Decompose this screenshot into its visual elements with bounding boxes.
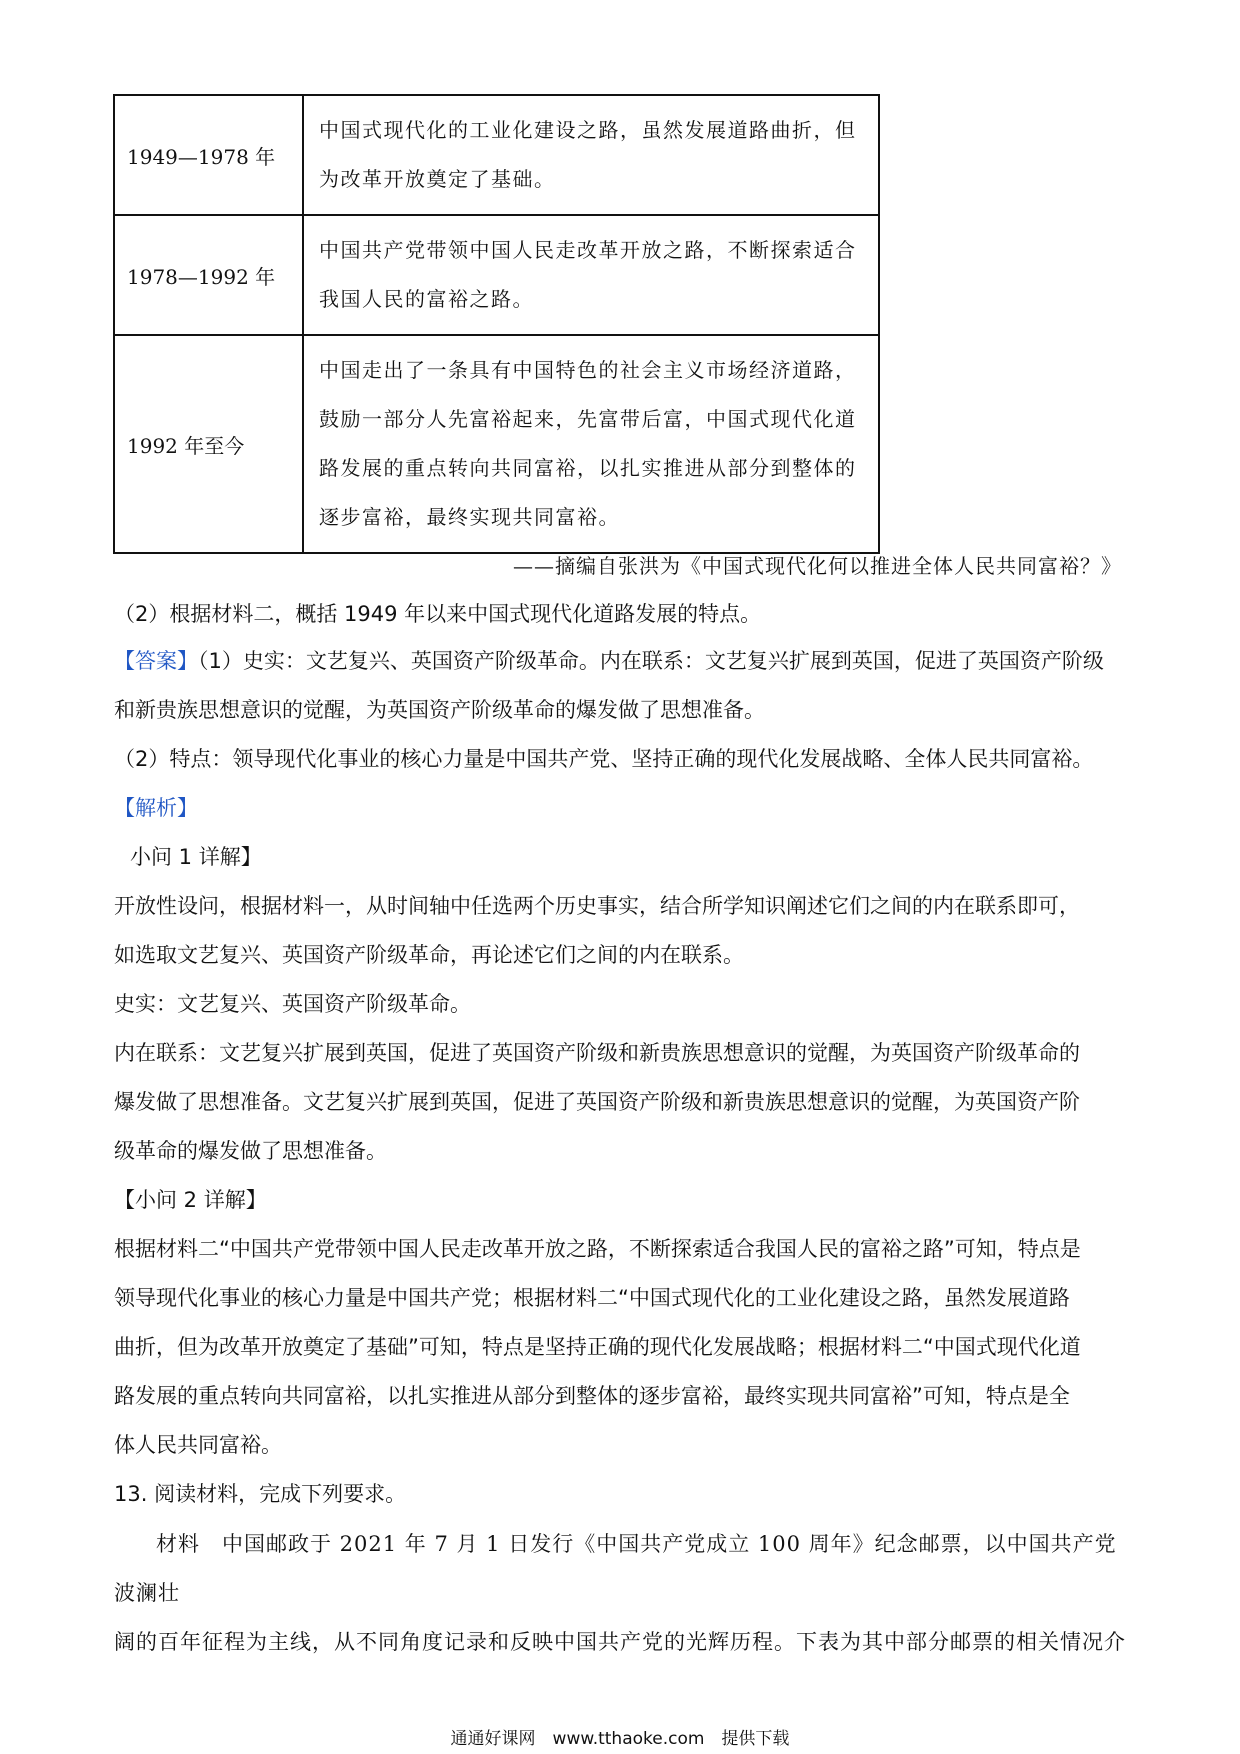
sub-question-1-title: 小问 1 详解】 [130, 845, 262, 869]
description-cell: 中国走出了一条具有中国特色的社会主义市场经济道路， 鼓励一部分人先富裕起来，先富带后富，中国式现代化道 路发展的重点转向共同富裕，以扎实推进从部分到整体的 逐步富裕，最终实现共同富裕。 [303, 335, 879, 553]
answer-section: 【答案】（1）史实：文艺复兴、英国资产阶级革命。内在联系：文艺复兴扩展到英国，促进了英国资产阶级 和新贵族思想意识的觉醒，为英国资产阶级革命的爆发做了思想准备。 （2）特点：领导现代化事业的核心力量是中国共产党、坚持正确的现代化发展战略、全体人民共同富裕。 [114, 649, 1104, 771]
analysis-tag: 【解析】 [114, 796, 198, 820]
timeline-table [113, 94, 880, 554]
year-cell: 1978—1992 年 [114, 215, 303, 335]
question-13: 13. 阅读材料，完成下列要求。 [114, 1482, 407, 1506]
table-row [114, 215, 879, 335]
year-cell: 1949—1978 年 [114, 95, 303, 215]
description-cell: 中国式现代化的工业化建设之路，虽然发展道路曲折，但 为改革开放奠定了基础。 [303, 95, 879, 215]
analysis-section: 【解析】 小问 1 详解】 开放性设问，根据材料一，从时间轴中任选两个历史事实，结合所学知识阐述它们之间的内在联系即可， 如选取文艺复兴、英国资产阶级革命，再论述它们之间的内在联系。 史实：文艺复兴、英国资产阶级革命。 内在联系：文艺复兴扩展到英国，促进了英国资产阶级和新贵族思想意识的觉醒，为英国资产阶级革命的 爆发做了思想准备。文艺复兴扩展到英国，促进了英国资产阶级和新贵族思想意识的觉醒，为英国资产阶 级革命的爆发做了思想准备。 【小问 2 详解】 根据材料二“中国共产党带领中国人民走改革开放之路，不断探索适合我国人民的富裕之路”可知，特点是 领导现代化事业的核心力量是中国共产党；根据材料二“中国式现代化的工业化建设之路，虽然发展道路 曲折，但为改革开放奠定了基础”可知，特点是坚持正确的现代化发展战略；根据材料二“中国式现代化道 路发展的重点转向共同富裕，以扎实推进从部分到整体的逐步富裕，最终实现共同富裕”可知，特点是全 体人民共同富裕。 13. 阅读材料，完成下列要求。 [114, 784, 1129, 1519]
table-row [114, 335, 879, 553]
question-2: （2）根据材料二，概括 1949 年以来中国式现代化道路发展的特点。 [114, 602, 762, 626]
material-paragraph: 材料 中国邮政于 2021 年 7 月 1 日发行《中国共产党成立 100 周年》纪念邮票，以中国共产党波澜壮 阔的百年征程为主线，从不同角度记录和反映中国共产党的光辉历程。下表为其中部分邮票的相关情况介 [114, 1532, 1126, 1654]
answer-tag: 【答案】 [114, 649, 198, 673]
page-footer: 通通好课网 www.tthaoke.com 提供下载 [450, 1729, 790, 1749]
year-cell: 1992 年至今 [114, 335, 303, 553]
description-cell: 中国共产党带领中国人民走改革开放之路，不断探索适合 我国人民的富裕之路。 [303, 215, 879, 335]
source-citation: ——摘编自张洪为《中国式现代化何以推进全体人民共同富裕？》 [513, 554, 1122, 578]
sub-question-2-title: 【小问 2 详解】 [114, 1188, 267, 1212]
table-row [114, 95, 879, 215]
